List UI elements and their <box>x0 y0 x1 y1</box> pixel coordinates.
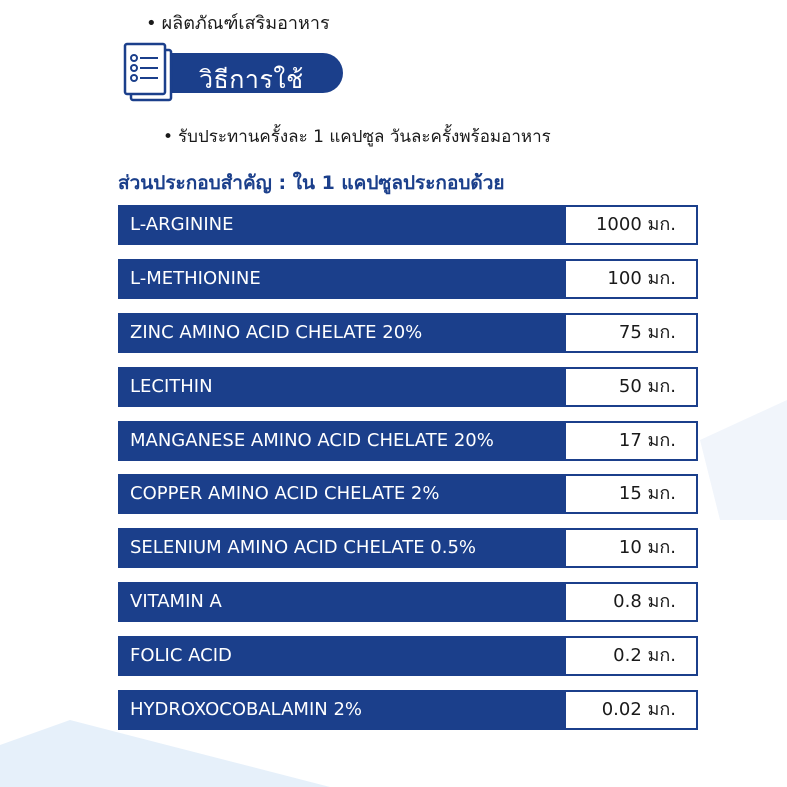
ingredients-table <box>118 205 700 744</box>
ingredient-row <box>118 636 700 676</box>
ingredient-name: COPPER AMINO ACID CHELATE 2% <box>118 474 564 514</box>
ingredient-name: LECITHIN <box>118 367 564 407</box>
ingredient-amount: 75 มก. <box>564 313 698 353</box>
ingredient-amount: 10 มก. <box>564 528 698 568</box>
ingredient-row <box>118 367 700 407</box>
ingredient-name: ZINC AMINO ACID CHELATE 20% <box>118 313 564 353</box>
usage-section-header <box>121 40 343 112</box>
ingredient-amount: 1000 มก. <box>564 205 698 245</box>
ingredient-name: SELENIUM AMINO ACID CHELATE 0.5% <box>118 528 564 568</box>
ingredient-name: L-ARGININE <box>118 205 564 245</box>
ingredient-row <box>118 421 700 461</box>
usage-instruction-bullet: • รับประทานครั้งละ 1 แคปซูล วันละครั้งพร้อมอาหาร <box>163 123 551 150</box>
ingredient-row <box>118 205 700 245</box>
ingredient-name: MANGANESE AMINO ACID CHELATE 20% <box>118 421 564 461</box>
ingredient-row <box>118 528 700 568</box>
ingredient-amount: 0.8 มก. <box>564 582 698 622</box>
ingredient-name: FOLIC ACID <box>118 636 564 676</box>
ingredient-amount: 100 มก. <box>564 259 698 299</box>
ingredient-row <box>118 313 700 353</box>
ingredient-name: HYDROXOCOBALAMIN 2% <box>118 690 564 730</box>
usage-heading: วิธีการใช้ <box>199 65 304 94</box>
ingredient-row <box>118 474 700 514</box>
document-list-icon <box>121 40 181 110</box>
ingredient-amount: 0.02 มก. <box>564 690 698 730</box>
ingredient-row <box>118 259 700 299</box>
ingredient-amount: 50 มก. <box>564 367 698 407</box>
ingredient-amount: 0.2 มก. <box>564 636 698 676</box>
product-type-bullet: • ผลิตภัณฑ์เสริมอาหาร <box>146 8 330 37</box>
ingredient-row <box>118 582 700 622</box>
ingredient-name: L-METHIONINE <box>118 259 564 299</box>
ingredients-title: ส่วนประกอบสำคัญ : ใน 1 แคปซูลประกอบด้วย <box>118 172 505 194</box>
ingredient-amount: 15 มก. <box>564 474 698 514</box>
ingredient-name: VITAMIN A <box>118 582 564 622</box>
ingredient-row <box>118 690 700 730</box>
ingredient-amount: 17 มก. <box>564 421 698 461</box>
